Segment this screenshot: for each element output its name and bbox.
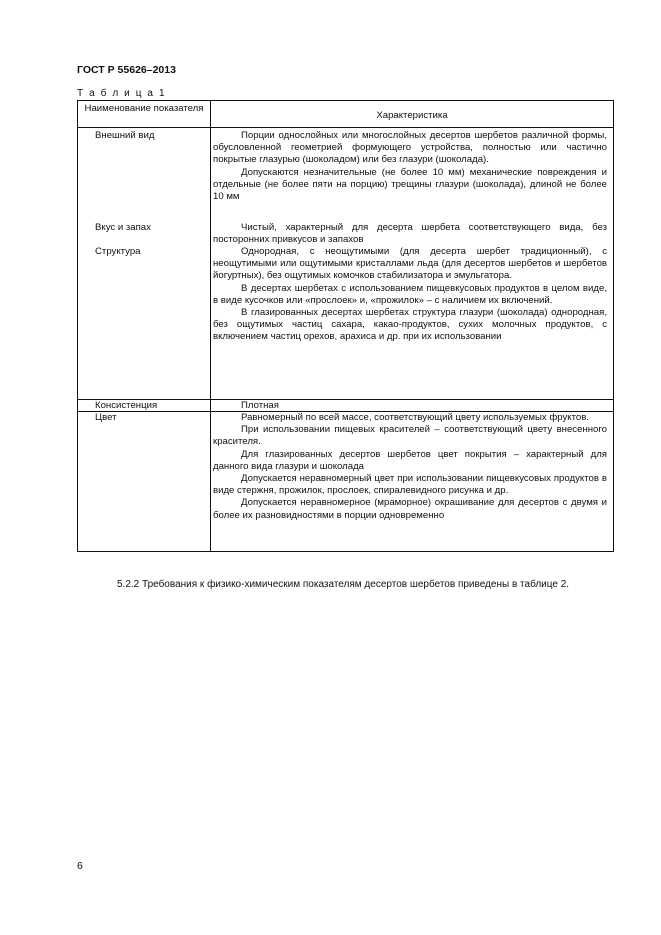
row-label-taste: Вкус и запах	[95, 222, 151, 233]
row-cell-taste	[213, 222, 607, 246]
column-header-indicator: Наименование показателя	[84, 103, 204, 114]
structure-text-3: В глазированных десертах шербетах структура глазури (шоколада) однородная, без ощутимых частиц сахара, какао-продуктов, сухих молочных продуктов, с включением частиц орехов, арахиса и др. при их использовании	[213, 307, 607, 343]
row-label-color: Цвет	[95, 412, 117, 423]
color-text-5: Допускается неравномерное (мраморное) окрашивание для десертов с двумя и более их разновидностями в порции одновременно	[213, 497, 607, 521]
row-cell-consistency	[213, 400, 607, 412]
characteristics-table	[77, 100, 614, 552]
section-paragraph-5-2-2: 5.2.2 Требования к физико-химическим показателям десертов шербетов приведены в таблице 2.	[117, 579, 570, 590]
taste-text-1: Чистый, характерный для десерта шербета соответствующего вида, без посторонних привкусов и запахов	[213, 222, 607, 246]
row-label-structure: Структура	[95, 246, 141, 257]
structure-text-2: В десертах шербетах с использованием пищевкусовых продуктов в целом виде, в виде кусочков или «прослоек» и, «прожилок» – с наличием их включений.	[213, 282, 607, 306]
appearance-text-1: Порции однослойных или многослойных десертов шербетов различной формы, обусловленной геометрией формующего устройства, полностью или частично покрытые глазурью (шоколадом) или без глазури (шоколада).	[213, 130, 607, 166]
row-cell-color	[213, 412, 607, 522]
column-header-characteristic: Характеристика	[376, 110, 448, 121]
table-caption: Т а б л и ц а 1	[77, 88, 167, 99]
row-cell-structure	[213, 246, 607, 344]
page-number: 6	[77, 860, 83, 872]
column-divider	[210, 101, 211, 551]
structure-text-1: Однородная, с неощутимыми (для десерта шербет традиционный), с неощутимыми или ощутимыми кристаллами льда (для десертов шербетов и шербетов йогуртных), без ощутимых комочков стабилизатора и эмульгатора.	[213, 246, 607, 282]
appearance-text-2: Допускаются незначительные (не более 10 мм) механические повреждения и отдельные (не более пяти на порцию) трещины глазури (шоколада), длиной не более 10 мм	[213, 166, 607, 203]
consistency-text-1: Плотная	[241, 400, 279, 411]
row-label-consistency: Консистенция	[95, 400, 158, 411]
color-text-2: При использовании пищевых красителей – соответствующий цвету внесенного красителя.	[213, 424, 607, 448]
row-cell-appearance	[213, 130, 607, 203]
color-text-1: Равномерный по всей массе, соответствующий цвету используемых фруктов.	[241, 412, 589, 423]
color-text-4: Допускается неравномерный цвет при использовании пищевкусовых продуктов в виде стержня, прожилок, прослоек, спиралевидного рисунка и др.	[213, 473, 607, 497]
color-text-3: Для глазированных десертов шербетов цвет покрытия – характерный для данного вида глазури и шоколада	[213, 448, 607, 472]
row-label-appearance: Внешний вид	[95, 130, 155, 141]
document-code: ГОСТ Р 55626–2013	[77, 64, 176, 76]
header-divider	[78, 127, 613, 128]
